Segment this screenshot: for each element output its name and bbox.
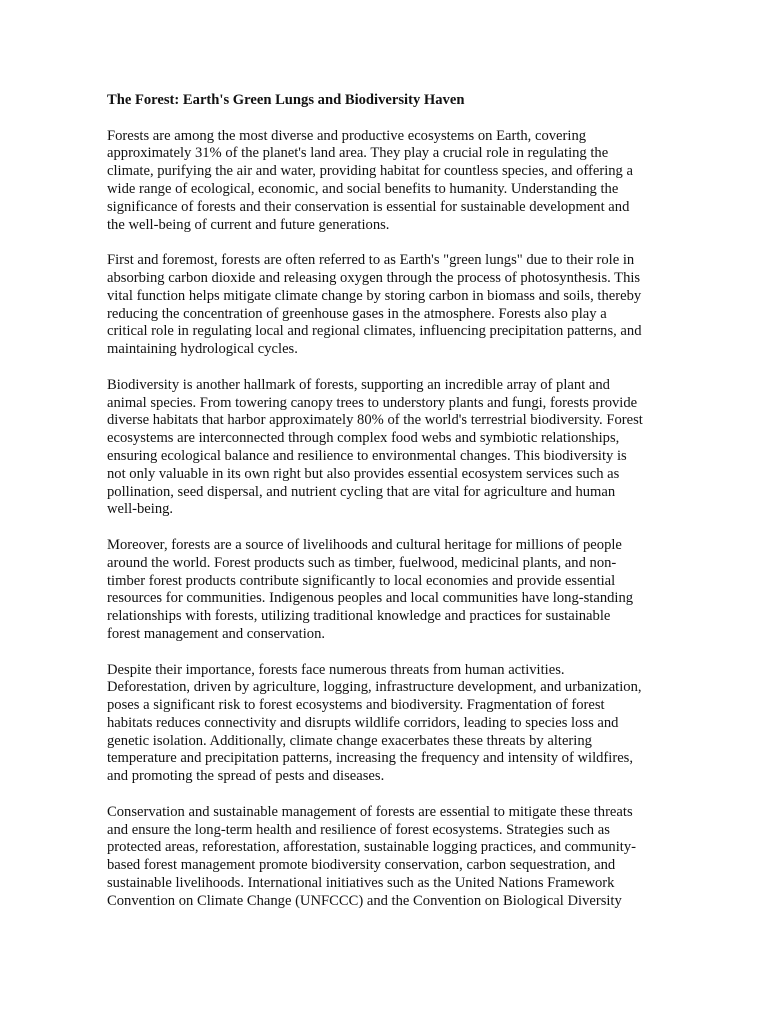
- text-line: well-being.: [107, 501, 174, 518]
- paragraph-3: [107, 377, 663, 519]
- text-line: Deforestation, driven by agriculture, logging, infrastructure development, and urbanization,: [107, 679, 642, 696]
- text-line: sustainable livelihoods. International initiatives such as the United Nations Framework: [107, 875, 615, 892]
- text-line: Forests are among the most diverse and productive ecosystems on Earth, covering: [107, 127, 587, 144]
- text-line: timber forest products contribute significantly to local economies and provide essential: [107, 572, 616, 589]
- text-line: Convention on Climate Change (UNFCCC) and the Convention on Biological Diversity: [107, 892, 622, 909]
- text-line: habitats reduces connectivity and disrupts wildlife corridors, leading to species loss and: [107, 714, 619, 731]
- text-line: the well-being of current and future generations.: [107, 216, 390, 233]
- text-line: diverse habitats that harbor approximately 80% of the world's terrestrial biodiversity. Forest: [107, 412, 643, 429]
- text-line: Biodiversity is another hallmark of forests, supporting an incredible array of plant and: [107, 376, 610, 393]
- paragraph-4: [107, 537, 663, 644]
- text-line: resources for communities. Indigenous peoples and local communities have long-standing: [107, 590, 634, 607]
- text-line: absorbing carbon dioxide and releasing oxygen through the process of photosynthesis. This: [107, 269, 641, 286]
- text-line: based forest management promote biodiversity conservation, carbon sequestration, and: [107, 857, 616, 874]
- text-line: reducing the concentration of greenhouse gases in the atmosphere. Forests also play a: [107, 305, 607, 322]
- text-line: approximately 31% of the planet's land area. They play a crucial role in regulating the: [107, 145, 609, 162]
- text-line: forest management and conservation.: [107, 625, 326, 642]
- text-line: animal species. From towering canopy trees to understory plants and fungi, forests provide: [107, 394, 638, 411]
- document-body: [107, 128, 663, 911]
- text-line: Conservation and sustainable management of forests are essential to mitigate these threats: [107, 803, 633, 820]
- paragraph-5: [107, 662, 663, 787]
- paragraph-1: [107, 128, 663, 235]
- text-line: not only valuable in its own right but also provides essential ecosystem services such as: [107, 465, 620, 482]
- text-line: and promoting the spread of pests and diseases.: [107, 768, 385, 785]
- text-line: ecosystems are interconnected through complex food webs and symbiotic relationships,: [107, 430, 620, 447]
- text-line: wide range of ecological, economic, and social benefits to humanity. Understanding the: [107, 180, 619, 197]
- text-line: pollination, seed dispersal, and nutrient cycling that are vital for agriculture and human: [107, 483, 616, 500]
- text-line: relationships with forests, utilizing traditional knowledge and practices for sustainable: [107, 608, 611, 625]
- document-title: The Forest: Earth's Green Lungs and Biodiversity Haven: [107, 92, 465, 108]
- text-line: temperature and precipitation patterns, increasing the frequency and intensity of wildfires,: [107, 750, 633, 767]
- text-line: protected areas, reforestation, afforestation, sustainable logging practices, and community-: [107, 839, 636, 856]
- text-line: ensuring ecological balance and resilience to environmental changes. This biodiversity is: [107, 447, 627, 464]
- paragraph-6: [107, 804, 663, 911]
- paragraph-2: [107, 252, 663, 359]
- text-line: poses a significant risk to forest ecosystems and biodiversity. Fragmentation of forest: [107, 697, 605, 714]
- text-line: critical role in regulating local and regional climates, influencing precipitation patterns, and: [107, 323, 642, 340]
- text-line: climate, purifying the air and water, providing habitat for countless species, and offering a: [107, 163, 633, 180]
- text-line: First and foremost, forests are often referred to as Earth's "green lungs" due to their role in: [107, 252, 635, 269]
- text-line: Despite their importance, forests face numerous threats from human activities.: [107, 661, 565, 678]
- text-line: around the world. Forest products such as timber, fuelwood, medicinal plants, and non-: [107, 554, 617, 571]
- text-line: Moreover, forests are a source of livelihoods and cultural heritage for millions of people: [107, 536, 622, 553]
- text-line: and ensure the long-term health and resilience of forest ecosystems. Strategies such as: [107, 821, 610, 838]
- text-line: vital function helps mitigate climate change by storing carbon in biomass and soils, thereby: [107, 287, 642, 304]
- text-line: maintaining hydrological cycles.: [107, 341, 298, 358]
- text-line: genetic isolation. Additionally, climate change exacerbates these threats by altering: [107, 732, 592, 749]
- document-page: [107, 92, 663, 928]
- text-line: significance of forests and their conservation is essential for sustainable development and: [107, 198, 630, 215]
